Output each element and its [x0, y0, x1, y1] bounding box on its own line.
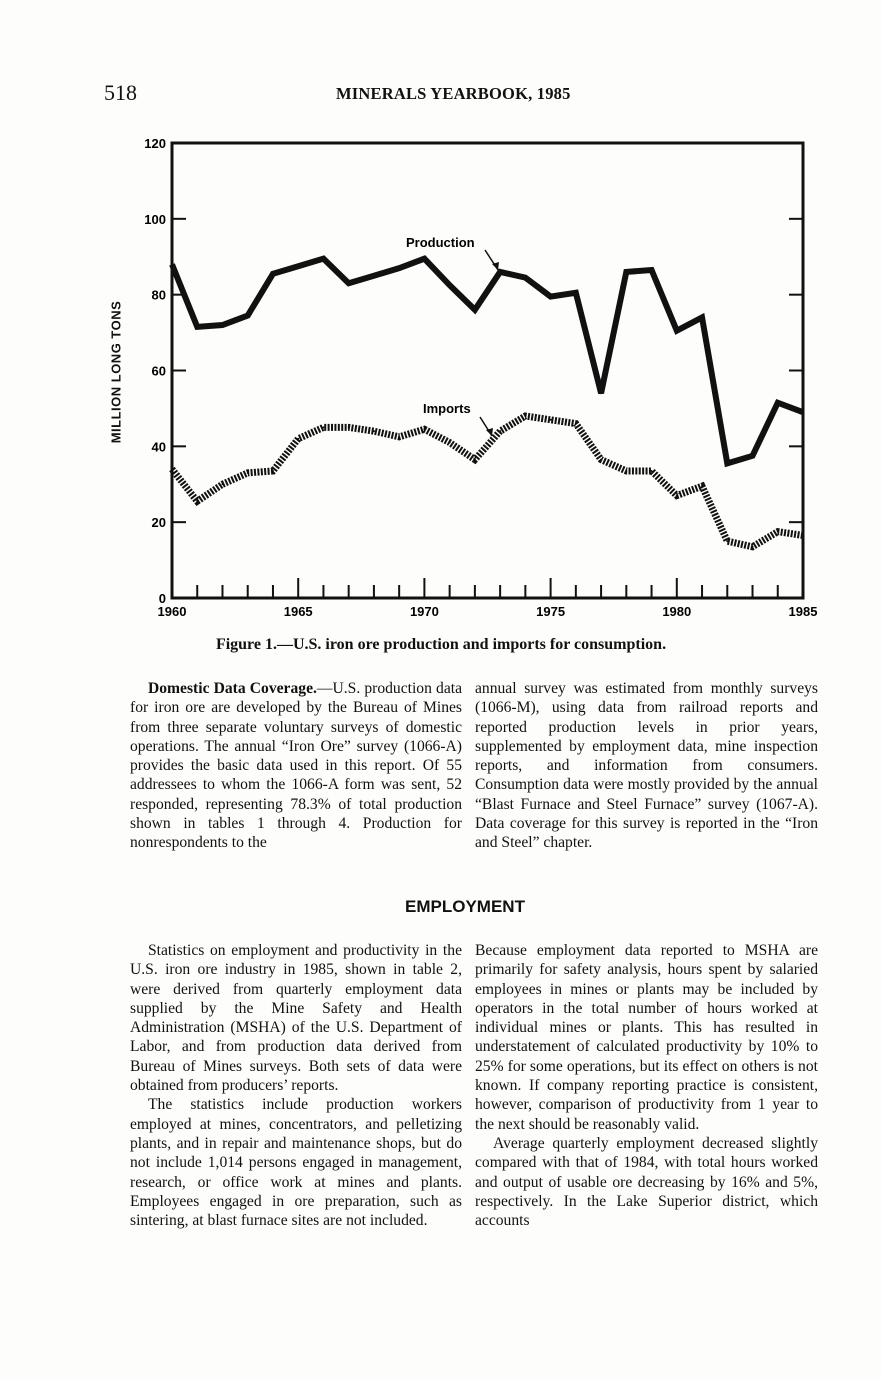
- run-in-heading: Domestic Data Coverage.: [148, 680, 317, 697]
- data-point-imports: [499, 430, 501, 432]
- y-tick-label: 100: [144, 211, 166, 227]
- data-point-imports: [272, 470, 274, 472]
- running-title: MINERALS YEARBOOK, 1985: [336, 84, 571, 103]
- data-point-production: [524, 277, 526, 279]
- data-coverage-right-column: [475, 679, 818, 853]
- data-point-imports: [297, 438, 299, 440]
- data-point-production: [726, 462, 728, 464]
- paragraph: The statistics include production workers employed at mines, concentrators, and pelletizing plants, and in repair and maintenance shops, but do not include 1,014 persons engaged in management, research, or office work at mines and plants. Employees engaged in ore preparation, such as sintering, at blast furnace sites are not included.: [130, 1096, 462, 1230]
- y-axis-label: MILLION LONG TONS: [108, 300, 124, 444]
- data-point-production: [550, 296, 552, 298]
- data-point-production: [247, 315, 249, 317]
- data-point-production: [272, 273, 274, 275]
- data-point-imports: [651, 470, 653, 472]
- data-point-production: [474, 309, 476, 311]
- data-point-production: [423, 258, 425, 260]
- data-point-production: [322, 258, 324, 260]
- data-point-imports: [247, 472, 249, 474]
- data-point-production: [221, 324, 223, 326]
- y-tick-label: 120: [144, 136, 166, 151]
- data-point-imports: [221, 483, 223, 485]
- data-point-imports: [575, 423, 577, 425]
- data-point-production: [398, 267, 400, 269]
- data-point-production: [701, 316, 703, 318]
- data-point-production: [777, 402, 779, 404]
- x-tick-label: 1985: [788, 604, 818, 619]
- data-point-production: [575, 292, 577, 294]
- page-number: 518: [104, 80, 137, 105]
- data-point-imports: [625, 470, 627, 472]
- y-tick-label: 40: [151, 439, 166, 455]
- y-tick-label: 60: [151, 363, 166, 379]
- data-point-imports: [398, 436, 400, 438]
- x-tick-label: 1960: [157, 604, 187, 619]
- x-tick-label: 1965: [283, 604, 313, 619]
- paragraph: Average quarterly employment decreased slightly compared with that of 1984, with total hours worked and output of usable ore decreasing by 16% and 5%, respectively. In the Lake Superior district, which accounts: [475, 1134, 818, 1230]
- section-heading: EMPLOYMENT: [405, 897, 525, 916]
- data-point-imports: [600, 459, 602, 461]
- data-point-imports: [777, 531, 779, 533]
- x-tick-label: 1975: [536, 604, 566, 619]
- y-tick-label: 0: [158, 591, 166, 606]
- x-tick-label: 1970: [409, 604, 439, 619]
- data-point-imports: [474, 459, 476, 461]
- paragraph: Because employment data reported to MSHA are primarily for safety analysis, hours spent by salaried employees in mines or plants may be included by operators in the total number of hours worked at individual mines or plants. This has resulted in understatement of calculated productivity by 10% to 25% for some operations, but its effect on others is not known. If company reporting practice is consistent, however, comparison of productivity from 1 year to the next should be reasonably valid.: [475, 942, 818, 1133]
- data-point-imports: [373, 430, 375, 432]
- y-tick-label: 80: [151, 287, 166, 303]
- data-point-production: [449, 284, 451, 286]
- employment-left-column: [130, 941, 462, 1230]
- data-point-imports: [550, 419, 552, 421]
- data-point-production: [676, 330, 678, 332]
- figure-caption: Figure 1.—U.S. iron ore production and imports for consumption.: [215, 636, 667, 653]
- data-coverage-left-column: [130, 679, 462, 853]
- data-point-imports: [423, 428, 425, 430]
- data-point-imports: [348, 426, 350, 428]
- data-point-production: [600, 392, 602, 394]
- data-point-production: [171, 263, 173, 265]
- data-point-production: [348, 282, 350, 284]
- series-line-imports: [172, 416, 803, 547]
- paragraph-text: annual survey was estimated from monthly surveys (1066-M), using data from railroad reports and reported production levels in prior years, supplemented by employment data, mine inspection reports, and information from consumers. Consumption data were mostly provided by the annual “Blast Furnace and Steel Furnace” survey (1067-A). Data coverage for this survey is reported in the “Iron and Steel” chapter.: [475, 680, 818, 852]
- data-point-production: [373, 275, 375, 277]
- line-chart: [100, 130, 830, 630]
- data-point-production: [752, 455, 754, 457]
- data-point-production: [802, 411, 804, 413]
- data-point-imports: [196, 500, 198, 502]
- y-tick-label: 20: [151, 515, 166, 531]
- data-point-imports: [752, 546, 754, 548]
- data-point-imports: [171, 468, 173, 470]
- data-point-imports: [802, 534, 804, 536]
- data-point-imports: [449, 442, 451, 444]
- annotation-label: Production: [406, 235, 475, 250]
- data-point-production: [297, 265, 299, 267]
- data-point-production: [651, 269, 653, 271]
- employment-right-column: [475, 941, 818, 1230]
- data-point-imports: [701, 485, 703, 487]
- annotation-label: Imports: [423, 401, 471, 416]
- data-point-imports: [524, 415, 526, 417]
- data-point-production: [625, 271, 627, 273]
- x-tick-label: 1980: [662, 604, 692, 619]
- data-point-production: [499, 271, 501, 273]
- paragraph-text: —U.S. production data for iron ore are developed by the Bureau of Mines from three separate voluntary surveys of domestic operations. The annual “Iron Ore” survey (1066-A) provides the basic data used in this report. Of 55 addressees to whom the 1066-A form was sent, 52 responded, representing 78.3% of total production shown in tables 1 through 4. Production for nonrespondents to the: [130, 680, 462, 852]
- data-point-imports: [322, 426, 324, 428]
- paragraph: Statistics on employment and productivity in the U.S. iron ore industry in 1985, shown in table 2, were derived from quarterly employment data supplied by the Mine Safety and Health Administration (MSHA) of the U.S. Department of Labor, and from production data derived from Bureau of Mines surveys. Both sets of data were obtained from producers’ reports.: [130, 942, 462, 1095]
- data-point-imports: [676, 495, 678, 497]
- series-line-production: [172, 259, 803, 464]
- data-point-production: [196, 326, 198, 328]
- data-point-imports: [726, 540, 728, 542]
